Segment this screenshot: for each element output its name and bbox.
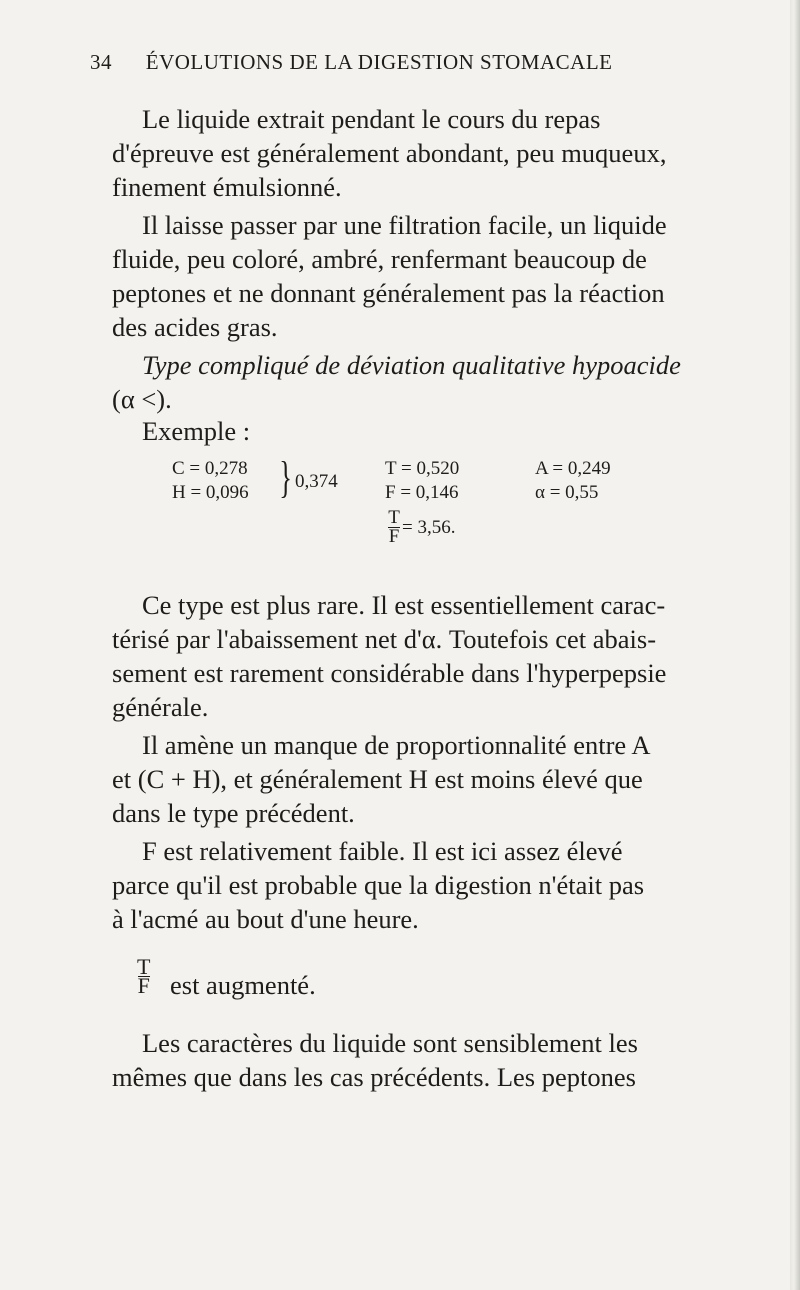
text-line: Type compliqué de déviation qualitative hypoacide (142, 350, 681, 380)
paragraph-1 (112, 102, 752, 204)
ratio-text: est augmenté. (170, 970, 316, 1000)
ratio-denominator: F (388, 526, 400, 547)
text-line: sement est rarement considérable dans l'hyperpepsie (112, 658, 667, 688)
formula-ratio (388, 509, 400, 546)
formula-t: T = 0,520 (385, 458, 460, 479)
text-line: Il laisse passer par une filtration facile, un liquide (142, 210, 667, 240)
formula-sum: 0,374 (295, 471, 338, 492)
paragraph-2 (112, 208, 752, 344)
text-line: et (C + H), et généralement H est moins élevé que (112, 764, 643, 794)
formula-alpha: α = 0,55 (535, 482, 599, 503)
text-line: des acides gras. (112, 312, 278, 342)
type-heading (112, 348, 752, 416)
paragraph-3 (112, 588, 752, 724)
text-line: dans le type précédent. (112, 798, 355, 828)
paragraph-4 (112, 728, 752, 830)
text-line: peptones et ne donnant généralement pas la réaction (112, 278, 665, 308)
page-edge (790, 0, 800, 1290)
text-line: d'épreuve est généralement abondant, peu muqueux, (112, 138, 667, 168)
text-line: fluide, peu coloré, ambré, renfermant beaucoup de (112, 244, 647, 274)
formula-c: C = 0,278 (172, 458, 248, 479)
ratio-denominator: F (137, 973, 150, 998)
text-line: mêmes que dans les cas précédents. Les peptones (112, 1062, 636, 1092)
ratio-numerator: T (137, 954, 151, 979)
text-line: F est relativement faible. Il est ici assez élevé (142, 836, 623, 866)
formula-h: H = 0,096 (172, 482, 249, 503)
example-label: Exemple : (142, 416, 251, 446)
text-line: térisé par l'abaissement net d'α. Toutefois cet abais- (112, 624, 657, 654)
text-line: à l'acmé au bout d'une heure. (112, 904, 419, 934)
ratio-numerator: T (388, 507, 400, 528)
text-line: (α <). (112, 384, 172, 414)
brace-glyph: } (279, 453, 292, 502)
text-line: générale. (112, 692, 209, 722)
running-title: ÉVOLUTIONS DE LA DIGESTION STOMACALE (145, 50, 613, 74)
text-line: Les caractères du liquide sont sensiblement les (142, 1028, 638, 1058)
formula-f: F = 0,146 (385, 482, 459, 503)
ratio-value: = 3,56. (402, 517, 456, 538)
text-line: finement émulsionné. (112, 172, 342, 202)
text-line: Le liquide extrait pendant le cours du repas (142, 104, 601, 134)
running-header (90, 50, 613, 75)
page-number: 34 (90, 50, 112, 74)
text-line: Il amène un manque de proportionnalité entre A (142, 730, 651, 760)
text-line: Ce type est plus rare. Il est essentiellement carac- (142, 590, 666, 620)
text-line: parce qu'il est probable que la digestion n'était pas (112, 870, 645, 900)
paragraph-6 (112, 1026, 752, 1094)
paragraph-5 (112, 834, 752, 936)
formula-a: A = 0,249 (535, 458, 611, 479)
